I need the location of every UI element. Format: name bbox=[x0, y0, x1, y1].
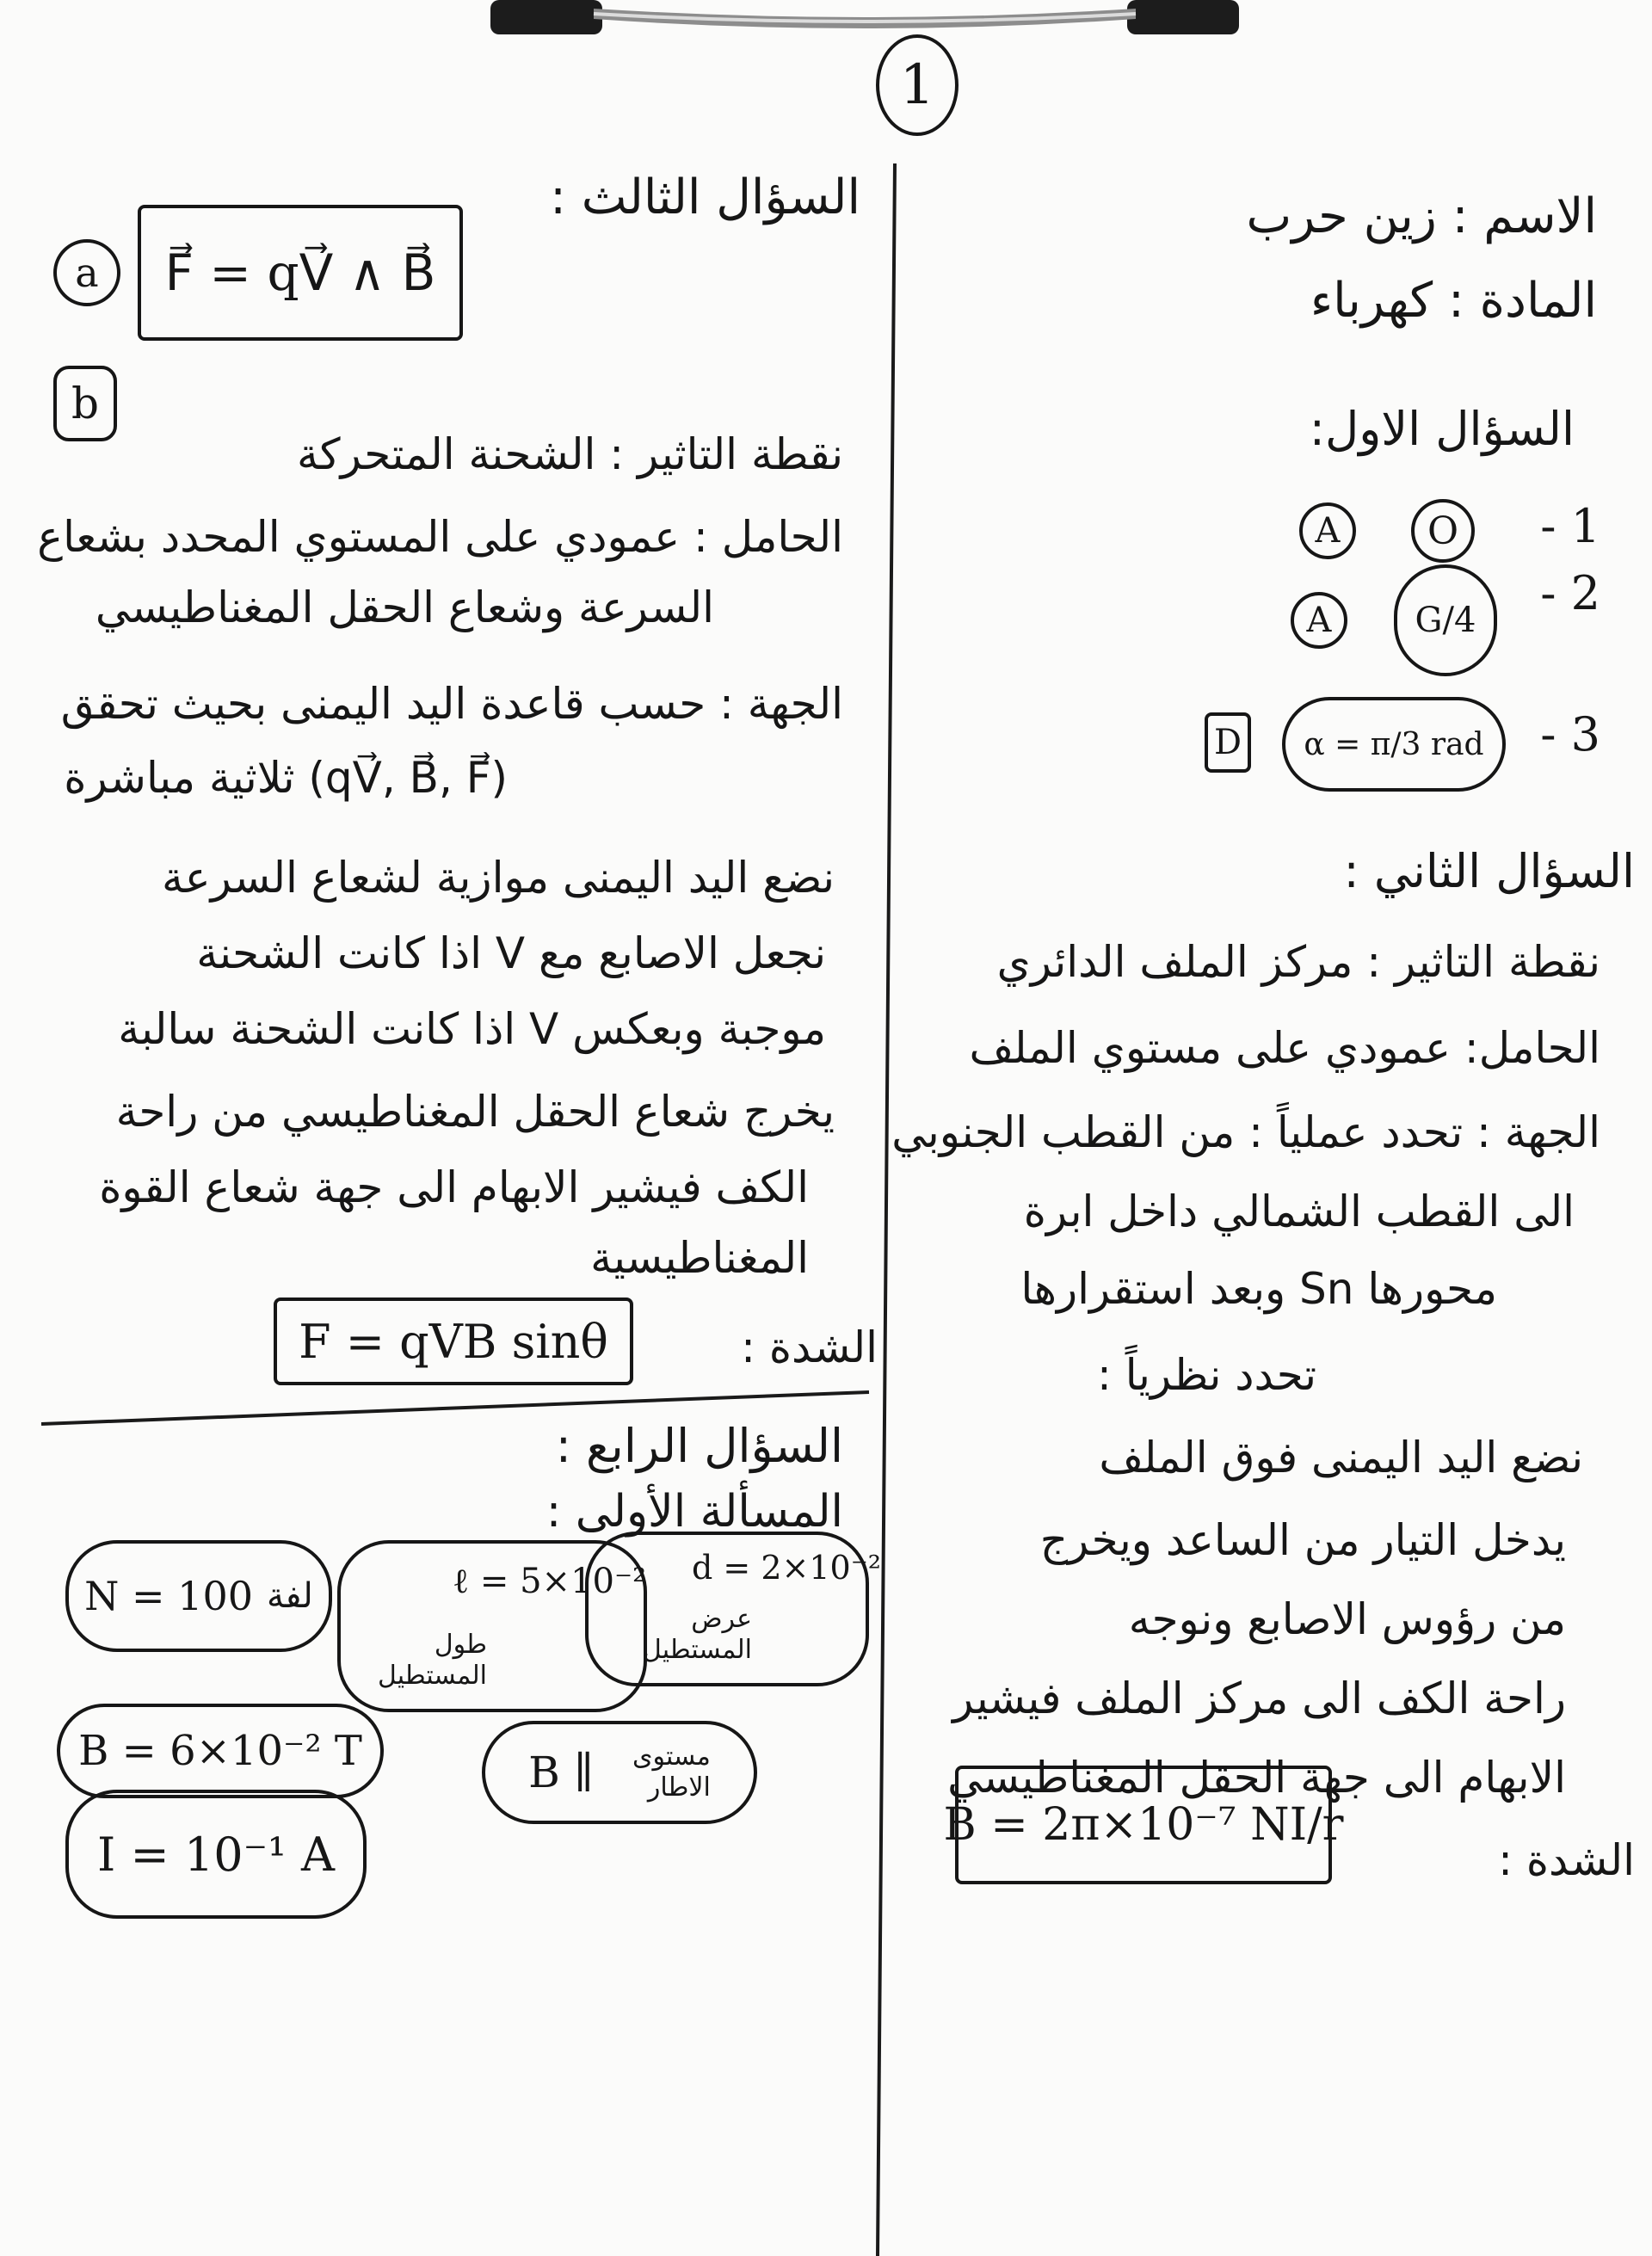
q4-current-cloud bbox=[65, 1790, 367, 1919]
q1-answer-1 bbox=[1273, 490, 1600, 568]
q3-line: الكف فيشير الابهام الى جهة شعاع القوة bbox=[99, 1162, 809, 1212]
q2-line: محورها Sn وبعد استقرارها bbox=[1020, 1264, 1497, 1314]
q4-parallel-cloud bbox=[482, 1721, 757, 1824]
q4-field-cloud bbox=[57, 1704, 384, 1798]
q2-line: نقطة التاثير : مركز الملف الدائري bbox=[996, 937, 1600, 987]
q3-line: يخرج شعاع الحقل المغناطيسي من راحة bbox=[115, 1087, 835, 1137]
q1-expr-3: α = π/3 rad bbox=[1282, 697, 1506, 792]
q3-line: نقطة التاثير : الشحنة المتحركة bbox=[297, 429, 843, 479]
q3-formula: F = qVB sinθ bbox=[274, 1298, 633, 1385]
q1-expr-2: G/4 bbox=[1394, 564, 1497, 676]
q4-length: ℓ = 5×10⁻² bbox=[453, 1562, 647, 1601]
q1-num-1: 1 - bbox=[1540, 499, 1600, 553]
q4-turns-cloud bbox=[65, 1540, 332, 1652]
page-number: 1 bbox=[876, 34, 959, 136]
q2-line: الشدة : bbox=[1498, 1835, 1635, 1885]
q4-field: B = 6×10⁻² T bbox=[78, 1727, 362, 1775]
q4-length-label: طول المستطيل bbox=[377, 1630, 487, 1691]
q1-letter-3: D bbox=[1205, 712, 1251, 773]
q2-line: الحامل: عمودي على مستوي الملف bbox=[969, 1023, 1600, 1073]
q2-title: السؤال الثاني : bbox=[1343, 844, 1635, 898]
subject-line: المادة : كهرباء bbox=[1310, 273, 1597, 329]
q3-line: نجعل الاصابع مع V اذا كانت الشحنة bbox=[196, 928, 826, 978]
q4-turns-label: لفة bbox=[266, 1576, 313, 1616]
q2-line: تحدد نظرياً : bbox=[1096, 1350, 1316, 1400]
q2-line: نضع اليد اليمنى فوق الملف bbox=[1099, 1433, 1583, 1482]
q1-answer-3 bbox=[1187, 688, 1600, 800]
q3-line: (qV⃗, B⃗, F⃗) ثلاثية مباشرة bbox=[64, 753, 508, 803]
q2-line: راحة الكف الى مركز الملف فيشير bbox=[952, 1674, 1566, 1723]
q3-part-a-label: a bbox=[53, 239, 120, 306]
q3-part-a-formula: F⃗ = qV⃗ ∧ B⃗ bbox=[138, 205, 463, 341]
q1-num-3: 3 - bbox=[1540, 707, 1600, 761]
q1-expr-1: O bbox=[1411, 499, 1475, 563]
q4-width-label: عرض المستطيل bbox=[642, 1604, 752, 1665]
q3-line: المغناطيسية bbox=[590, 1233, 809, 1283]
q4-width-cloud bbox=[585, 1532, 881, 1686]
q1-letter-2: A bbox=[1291, 592, 1347, 649]
q3-body bbox=[17, 429, 878, 1392]
q4-subtitle: المسألة الأولى : bbox=[546, 1486, 843, 1538]
q4-parallel: B ∥ bbox=[528, 1747, 594, 1797]
q4-width: d = 2×10⁻² bbox=[692, 1549, 881, 1587]
q3-title: السؤال الثالث : bbox=[550, 170, 860, 225]
q1-num-2: 2 - bbox=[1540, 566, 1600, 620]
q4-current: I = 10⁻¹ A bbox=[97, 1827, 335, 1882]
q3-line: نضع اليد اليمنى موازية لشعاع السرعة bbox=[161, 853, 835, 903]
q4-title: السؤال الرابع : bbox=[555, 1419, 843, 1473]
q2-line: الابهام الى جهة الحقل المغناطيسي bbox=[947, 1753, 1566, 1803]
q3-line: السرعة وشعاع الحقل المغناطيسي bbox=[95, 582, 714, 632]
q4-parallel-label: مستوى الاطار bbox=[632, 1741, 711, 1803]
q3-part-b-label: b bbox=[53, 366, 117, 441]
q1-title: السؤال الاول: bbox=[1309, 402, 1575, 456]
q2-line: من رؤوس الاصابع ونوجه bbox=[1128, 1594, 1566, 1644]
q2-formula: B = 2π×10⁻⁷ NI/r bbox=[955, 1766, 1332, 1884]
q1-letter-1: A bbox=[1299, 502, 1356, 559]
q4-turns: N = 100 bbox=[84, 1573, 253, 1619]
q2-line: يدخل التيار من الساعد ويخرج bbox=[1039, 1515, 1566, 1565]
q1-answer-2 bbox=[1273, 558, 1600, 678]
q2-line: الجهة : تحدد عملياً : من القطب الجنوبي bbox=[891, 1107, 1600, 1157]
q3-line: الجهة : حسب قاعدة اليد اليمنى بحيث تحقق bbox=[60, 679, 843, 729]
q3-line: الشدة : bbox=[741, 1322, 878, 1372]
q2-line: الى القطب الشمالي داخل ابرة bbox=[1023, 1187, 1575, 1236]
q3-line: موجبة وبعكس V اذا كانت الشحنة سالبة bbox=[118, 1004, 826, 1054]
q3-line: الحامل : عمودي على المستوي المحدد بشعاع bbox=[37, 512, 843, 562]
student-name: الاسم : زين حرب bbox=[1246, 188, 1597, 244]
